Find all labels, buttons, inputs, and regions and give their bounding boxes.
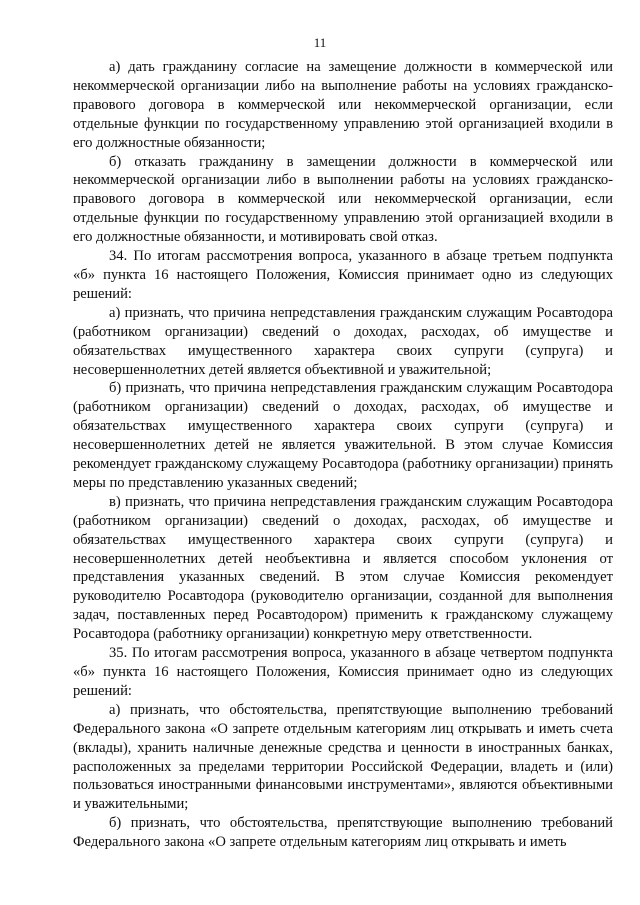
page-number: 11 (313, 35, 327, 50)
paragraph: б) отказать гражданину в замещении должности в коммерческой или некоммерческой организации либо в выполнении работы на условиях гражданско-правового договора в коммерческой или некоммерческой организации, если отдельные функции по государственному управлению этой организацией входили в его должностные обязанности, и мотивировать свой отказ. (73, 153, 613, 246)
paragraph: 34. По итогам рассмотрения вопроса, указанного в абзаце третьем подпункта «б» пункта 16 настоящего Положения, Комиссия принимает одно из следующих решений: (73, 248, 613, 302)
paragraph: б) признать, что обстоятельства, препятствующие выполнению требований Федерального закона «О запрете отдельным категориям лиц открывать и иметь (73, 815, 613, 851)
paragraph: а) признать, что причина непредставления гражданским служащим Росавтодора (работником организации) сведений о доходах, расходах, об имуществе и обязательствах имущественного характера своих супруги (супруга) и несовершеннолетних детей является объективной и уважительной; (73, 304, 613, 378)
paragraph: в) признать, что причина непредставления гражданским служащим Росавтодора (работником организации) сведений о доходах, расходах, об имуществе и обязательствах имущественного характера своих супруги (супруга) и несовершеннолетних детей необъективна и является способом уклонения от представления указанных сведений. В этом случае Комиссия рекомендует руководителю Росавтодора (руководителю организации, созданной для выполнения задач, поставленных перед Росавтодором) применить к гражданскому служащему Росавтодора (работнику организации) конкретную меру ответственности. (73, 493, 613, 643)
document-body (73, 58, 613, 852)
paragraph: а) признать, что обстоятельства, препятствующие выполнению требований Федерального закона «О запрете отдельным категориям лиц открывать и иметь счета (вклады), хранить наличные денежные средства и ценности в иностранных банках, расположенных за пределами территории Российской Федерации, владеть и (или) пользоваться иностранными финансовыми инструментами», являются объективными и уважительными; (73, 701, 613, 813)
paragraph: а) дать гражданину согласие на замещение должности в коммерческой или некоммерческой организации либо на выполнение работы на условиях гражданско-правового договора в коммерческой или некоммерческой организации, если отдельные функции по государственному управлению этой организацией входили в его должностные обязанности; (73, 59, 613, 151)
paragraph: 35. По итогам рассмотрения вопроса, указанного в абзаце четвертом подпункта «б» пункта 16 настоящего Положения, Комиссия принимает одно из следующих решений: (73, 645, 613, 699)
paragraph: б) признать, что причина непредставления гражданским служащим Росавтодора (работником организации) сведений о доходах, расходах, об имуществе и обязательствах имущественного характера своих супруги (супруга) и несовершеннолетних детей не является уважительной. В этом случае Комиссия рекомендует гражданскому служащему Росавтодора (работнику организации) принять меры по представлению указанных сведений; (73, 380, 613, 491)
